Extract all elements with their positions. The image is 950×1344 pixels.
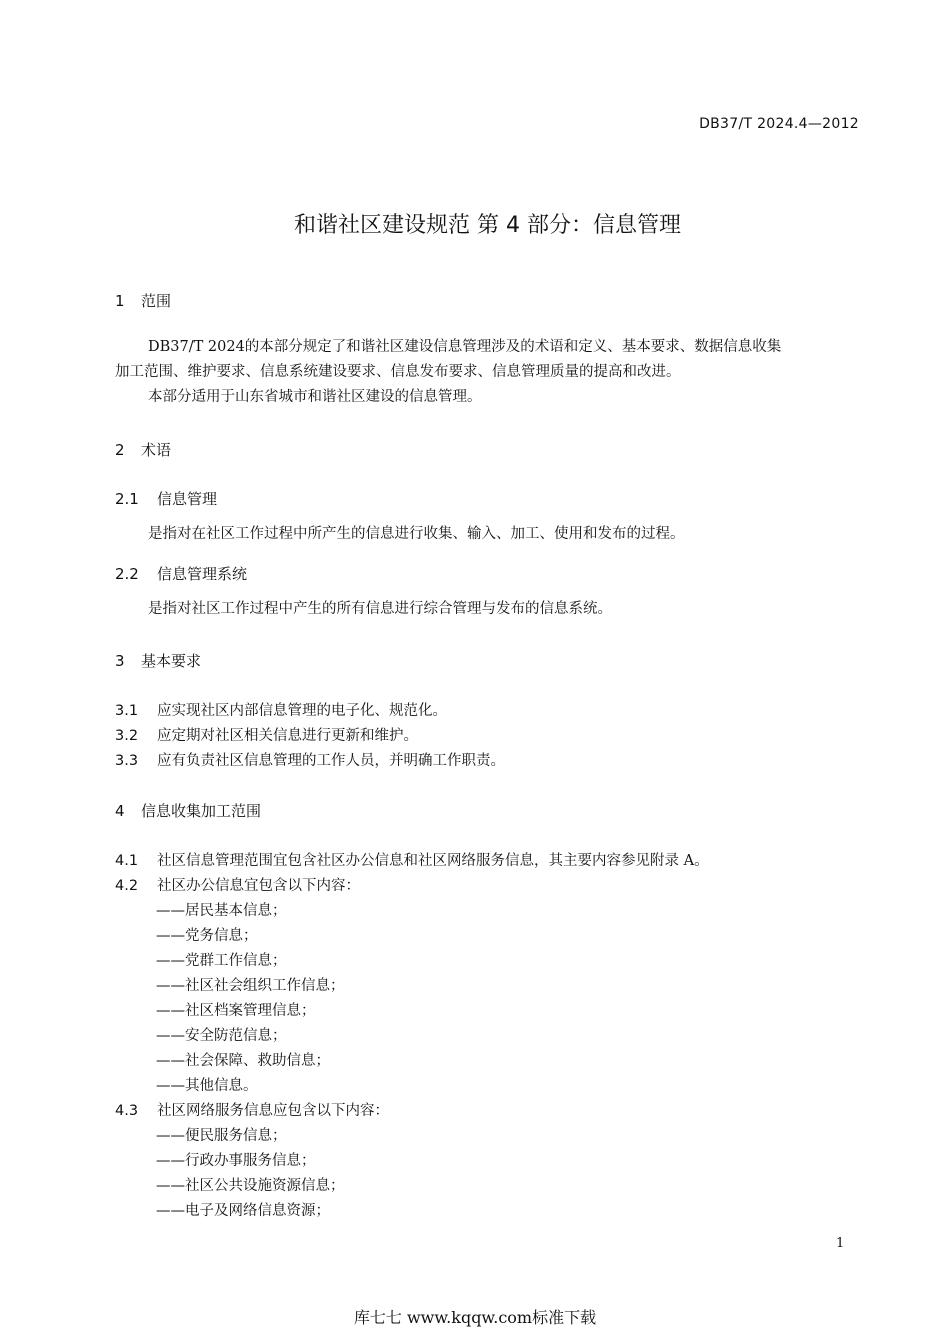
item-text: 应定期对社区相关信息进行更新和维护。 xyxy=(157,728,418,744)
term-title: 信息管理 xyxy=(157,490,218,508)
list-item: ——安全防范信息； xyxy=(156,1028,287,1044)
section-number: 3 xyxy=(115,652,125,670)
list-item: ——电子及网络信息资源； xyxy=(156,1203,330,1219)
item-text: 社区信息管理范围宜包含社区办公信息和社区网络服务信息，其主要内容参见附录 A。 xyxy=(157,853,709,869)
page-number: 1 xyxy=(836,1236,845,1251)
list-item: ——便民服务信息； xyxy=(156,1128,287,1144)
item-text: 社区网络服务信息应包含以下内容： xyxy=(157,1103,389,1119)
term-definition: 是指对社区工作过程中产生的所有信息进行综合管理与发布的信息系统。 xyxy=(148,601,612,617)
item-number: 4.1 xyxy=(115,853,139,869)
term-2-1-heading xyxy=(115,488,217,509)
list-item: ——行政办事服务信息； xyxy=(156,1153,316,1169)
list-item: ——其他信息。 xyxy=(156,1078,258,1094)
section-4-heading xyxy=(115,800,261,821)
item-number: 3.1 xyxy=(115,703,139,719)
section-number: 1 xyxy=(115,292,125,310)
requirement-item xyxy=(115,724,418,745)
list-item: ——社区公共设施资源信息； xyxy=(156,1178,345,1194)
section-1-heading xyxy=(115,290,171,311)
section-title: 信息收集加工范围 xyxy=(141,802,262,820)
term-title: 信息管理系统 xyxy=(157,565,248,583)
term-number: 2.2 xyxy=(115,565,139,583)
item-number: 3.3 xyxy=(115,753,139,769)
document-title: 和谐社区建设规范 第 4 部分：信息管理 xyxy=(294,213,681,238)
item-text: 应有负责社区信息管理的工作人员，并明确工作职责。 xyxy=(157,753,505,769)
item-text: 社区办公信息宜包含以下内容： xyxy=(157,878,360,894)
list-item: ——党务信息； xyxy=(156,928,258,944)
list-item: ——社区社会组织工作信息； xyxy=(156,978,345,994)
section-3-heading xyxy=(115,650,201,671)
term-2-2-heading xyxy=(115,563,247,584)
item-number: 4.2 xyxy=(115,878,139,894)
list-item: ——社会保障、救助信息； xyxy=(156,1053,330,1069)
item-number: 4.3 xyxy=(115,1103,139,1119)
paragraph-line: 本部分适用于山东省城市和谐社区建设的信息管理。 xyxy=(148,389,482,405)
item-number: 3.2 xyxy=(115,728,139,744)
section-title: 范围 xyxy=(141,292,172,310)
paragraph-line: 加工范围、维护要求、信息系统建设要求、信息发布要求、信息管理质量的提高和改进。 xyxy=(115,364,681,380)
list-item: ——党群工作信息； xyxy=(156,953,287,969)
term-definition: 是指对在社区工作过程中所产生的信息进行收集、输入、加工、使用和发布的过程。 xyxy=(148,526,685,542)
section-number: 4 xyxy=(115,802,125,820)
scope-item xyxy=(115,1099,389,1120)
requirement-item xyxy=(115,749,505,770)
scope-item xyxy=(115,874,360,895)
term-number: 2.1 xyxy=(115,490,139,508)
scope-item xyxy=(115,849,709,870)
section-number: 2 xyxy=(115,441,125,459)
footer-watermark: 库七七 www.kqqw.com标准下载 xyxy=(353,1308,597,1327)
paragraph-line: DB37/T 2024的本部分规定了和谐社区建设信息管理涉及的术语和定义、基本要求、数据信息收集 xyxy=(148,339,782,355)
list-item: ——居民基本信息； xyxy=(156,903,287,919)
section-title: 术语 xyxy=(141,441,172,459)
section-title: 基本要求 xyxy=(141,652,202,670)
item-text: 应实现社区内部信息管理的电子化、规范化。 xyxy=(157,703,447,719)
standard-code: DB37/T 2024.4—2012 xyxy=(699,116,859,132)
section-2-heading xyxy=(115,439,171,460)
requirement-item xyxy=(115,699,447,720)
list-item: ——社区档案管理信息； xyxy=(156,1003,316,1019)
